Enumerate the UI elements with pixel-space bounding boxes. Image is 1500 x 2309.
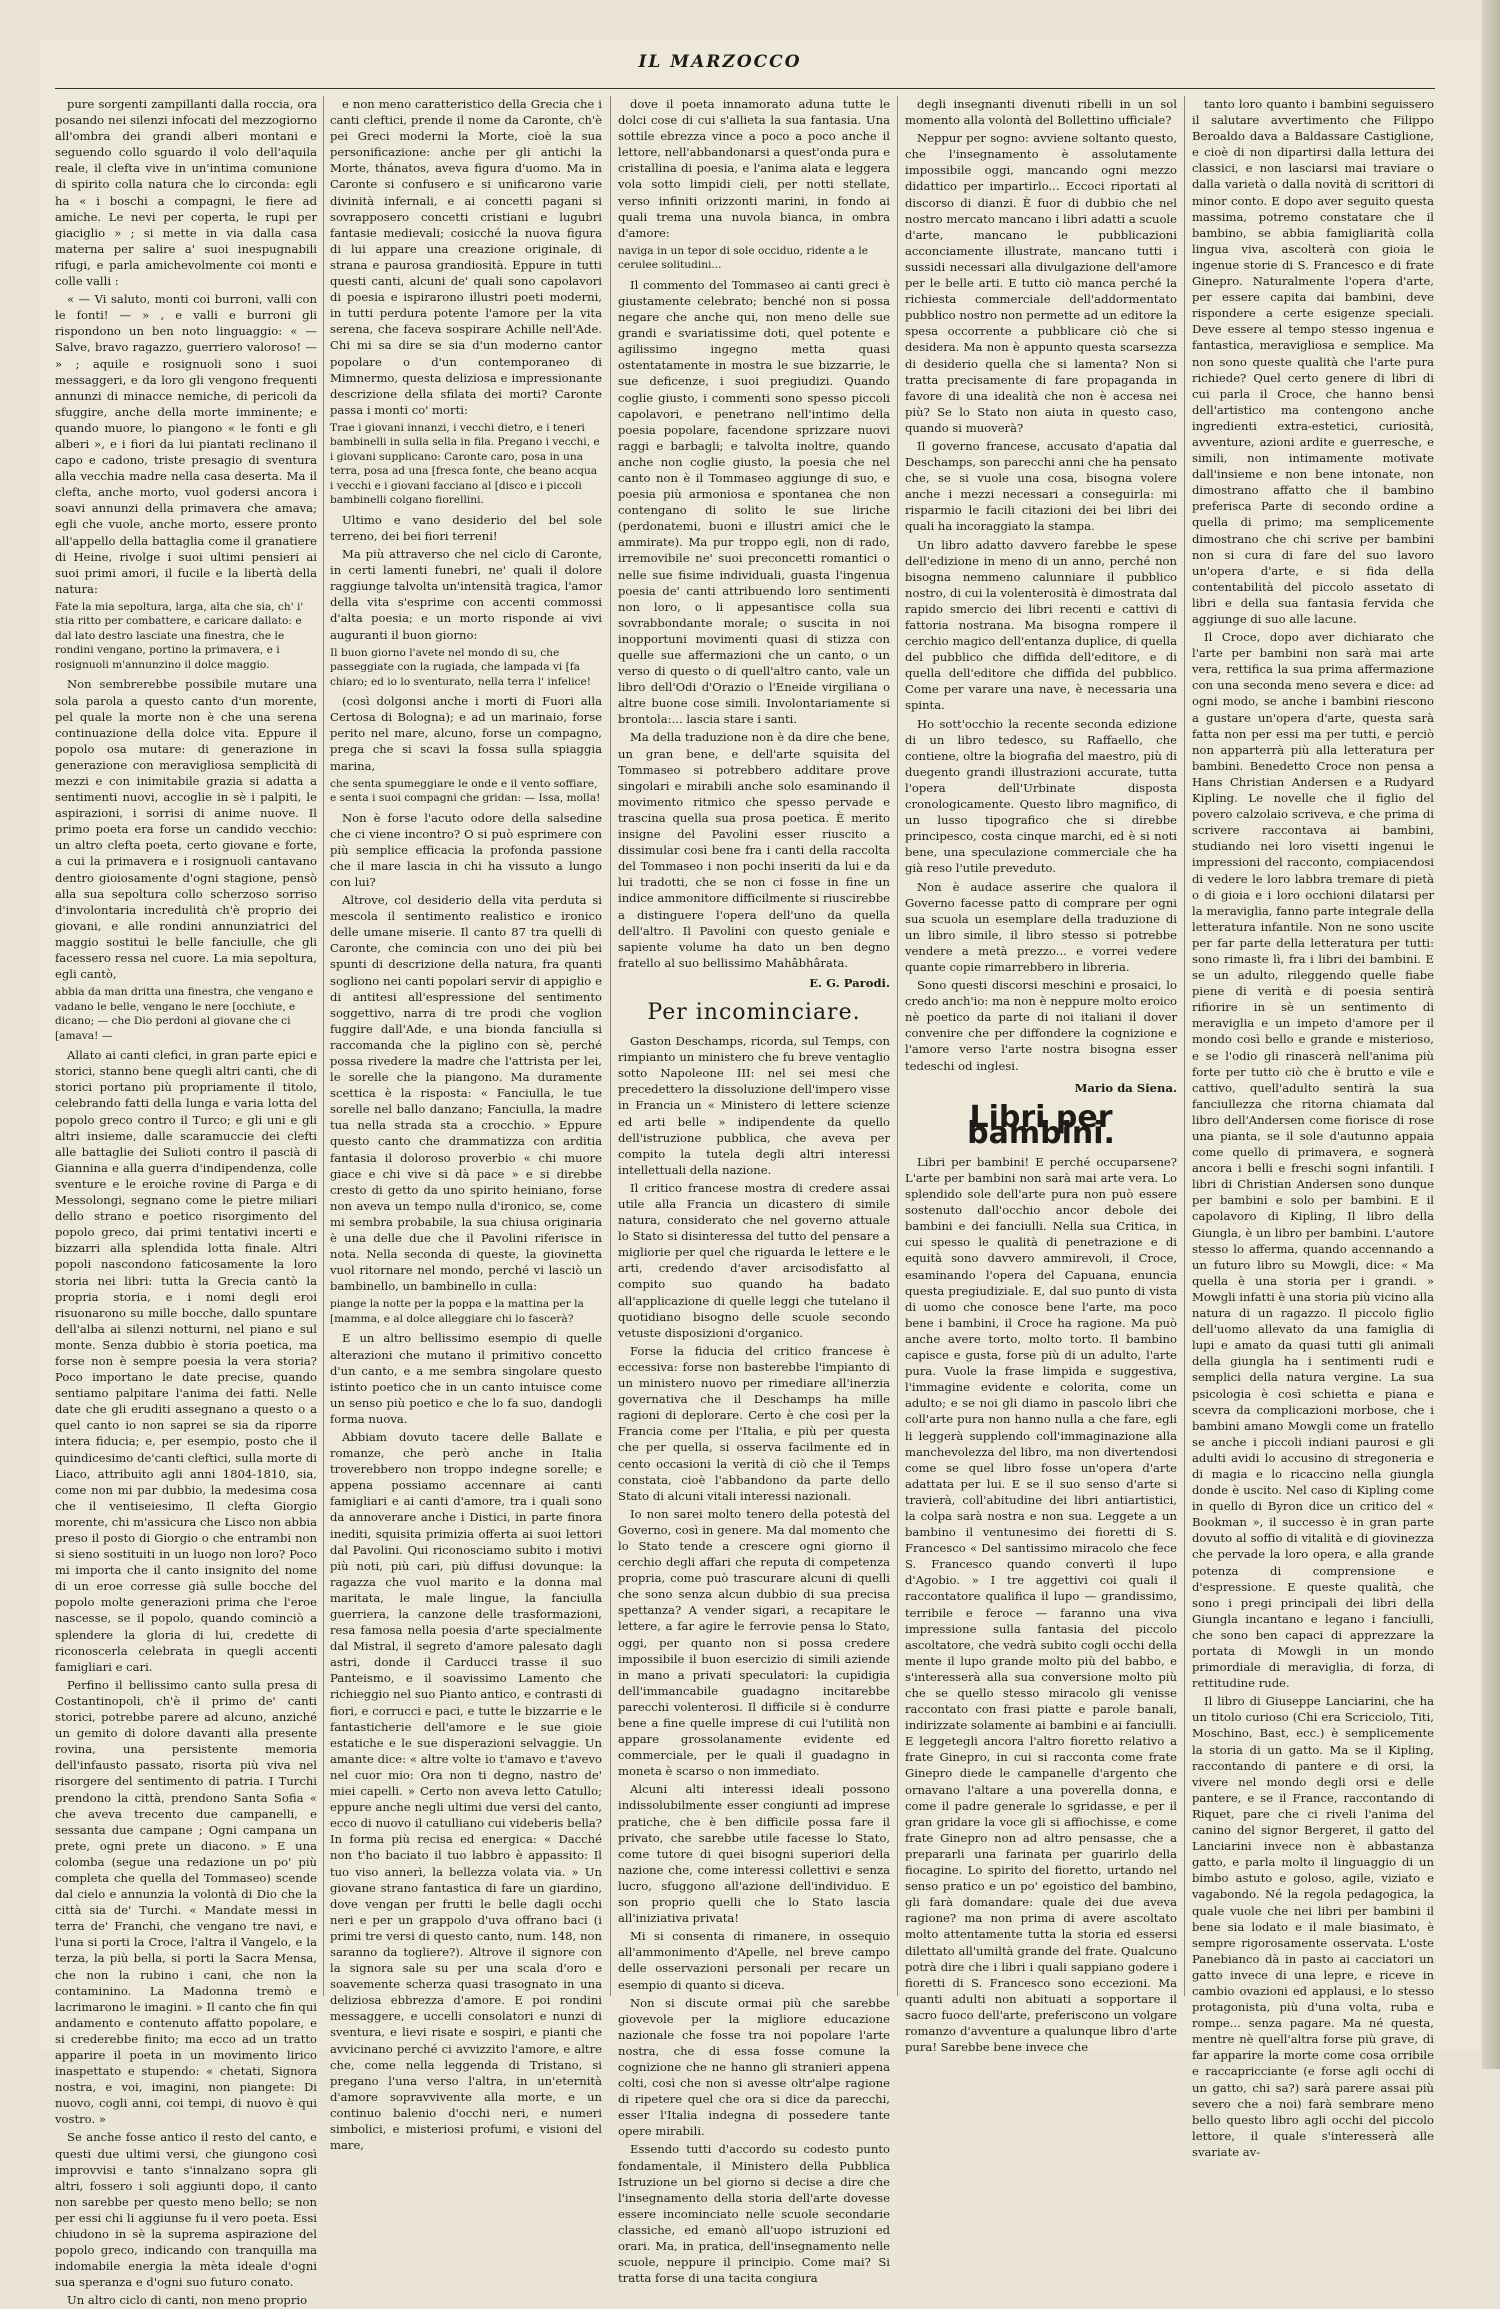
article-title: Per incominciare. (647, 999, 861, 1025)
header-rule (55, 88, 1435, 89)
paragraph: degli insegnanti divenuti ribelli in un sol momento alla volontà del Bollettino ufficiale? (905, 97, 1177, 128)
paragraph: Non è forse l'acuto odore della salsedine che ci viene incontro? O si può esprimere con più semplice efficacia la profonda passione che il mare lascia in chi ha vissuto a lungo con lui? (330, 810, 602, 889)
paragraph: (così dolgonsi anche i morti di Fuori alla Certosa di Bologna); e ad un marinaio, forse perito nel mare, alcuno, forse un compagno, prega che si scavi la fossa sulla spiaggia marina, (330, 694, 602, 773)
paragraph: Ma più attraverso che nel ciclo di Caronte, in certi lamenti funebri, ne' quali il dolore raggiunge talvolta un'intensità tragica, l'amor della vita s'esprime con accenti commossi d'alta poesia; e un morto risponde ai vivi auguranti il buon giorno: (330, 547, 602, 642)
paragraph: Ho sott'occhio la recente seconda edizione di un libro tedesco, su Raffaello, che contiene, oltre la biografia del maestro, più di duegento grandi illustrazioni accurate, tutta l'opera dell'Urbinate disposta cronologicamente. Questo libro magnifico, di un lusso tipografico che si direbbe principesco, costa cinque marchi, ed è si noti bene, una speculazione commerciale che ha già reso l'utile preveduto. (905, 716, 1177, 876)
paragraph: Un libro adatto davvero farebbe le spese dell'edizione in meno di un anno, perché non bisogna nemmeno calunniare il pubblico nostro, di cui la volenterosità è dimostrata dal rapido smercio dei libri recenti e cattivi di fattoria nostrana. Ma bisogna rompere il cerchio magico dell'entanza duplice, di quella del pubblico che diffida dell'editore, e di quella dell'editore che diffida del pubblico. Come per varare una nave, è necessaria una spinta. (905, 537, 1177, 713)
article-title: Libri per bambini. (967, 1099, 1115, 1151)
paragraph: Neppur per sogno: avviene soltanto questo, che l'insegnamento è assolutamente impossibile oggi, mancando ogni mezzo didattico per impartirlo... Eccoci riportati al discorso di dianzi. È fuor di dubbio che nel nostro mercato mancano i libri adatti a scuole d'arte, mancano le pubblicazioni acconciamente illustrate, mancano tutti i sussidi necessari alla divulgazione dell'amore per le belle arti. E tutto ciò manca perché la richiesta commerciale dell'addormentato pubblico nostro non permette ad un editore la spesa occorrente a pubblicare ciò che si desidera. Ma non è appunto questa scarsezza di desiderio quella che si lamenta? Non si tratta precisamente di fare propaganda in favore di una idealità che non è accesa nei più? Se lo Stato non aiuta in questo caso, quando si muoverà? (905, 131, 1177, 435)
paragraph: Allato ai canti clefici, in gran parte epici e storici, stanno bene quegli altri canti, che di storici portano più propriamente il titolo, celebrando fatti della lunga e varia lotta del popolo greco contro il Turco; e gli uni e gli altri insieme, dalle scaramuccie dei clefti alle battaglie dei Sulioti contro il pascià di Giannina e alla guerra d'indipendenza, colle sventure e le eroiche rovine di Parga e di Messolongi, segnano come le pietre miliari dello strano e poetico risorgimento del popolo greco, dai primi tentativi incerti e bizzarri alla splendida lotta finale. Altri popoli nascondono faticosamente la loro storia nei libri: tutta la Grecia cantò la propria storia, e i nomi degli eroi risuonarono su mille bocche, dallo spuntare dell'alba ai silenzi notturni, nel piano e sul monte. Senza dubbio è storia poetica, ma forse non è sempre poesia la vera storia? Poco importano le date precise, quando sentiamo palpitare l'anima dei fatti. Nelle date che gli eruditi assegnano a questo o a quel canto io non saprei se sia da riporre intera fiducia; e, per esempio, posto che il quindicesimo de'canti cleftici, sulla morte di Liaco, attribuito agli anni 1804-1810, sia, come non mi par dubbio, la medesima cosa che il ventiseiesimo, Il clefta Giorgio morente, chi m'assicura che Lisco non abbia preso il posto di Giorgio o che entrambi non si sieno sostituiti in un luogo non loro? Poco mi importa che il canto insignito del nome di un eroe corresse già sulle bocche del popolo molte generazioni prima che l'eroe nascesse, se il popolo, quando cominciò a splendere la gloria di lui, credette di riconoscerla celebrata in quegli accenti famigliari e cari. (55, 1048, 317, 1674)
paragraph: Libri per bambini! E perché occuparsene? L'arte per bambini non sarà mai arte vera. Lo splendido sole dell'arte pura non può essere sostenuto dall'occhio ancor debole dei bambini e dei fanciulli. Nella sua Critica, in cui spesso le qualità di penetrazione e di equità sono davvero ammirevoli, il Croce, esaminando l'opera del Capuana, enuncia questa pregiudiziale. E, dal suo punto di vista di uomo che conosce bene l'arte, ma poco bene i bambini, il Croce ha ragione. Ma può anche avere torto, molto torto. Il bambino capisce e gusta, forse più di un adulto, l'arte pura. Vuole la frase limpida e suggestiva, l'immagine evidente e colorita, come un adulto; e se noi gli diamo in pascolo libri che coll'arte pura non hanno nulla a che fare, egli li leggerà supplendo coll'immaginazione alla manchevolezza del libro, ma non divertendosi come se quel libro fosse un'opera d'arte adattata per lui. E se il suo senso d'arte si travierà, coll'abitudine dei libri antiartistici, la colpa sarà nostra e non sua. Leggete a un bambino il ventunesimo dei fioretti di S. Francesco « Del santissimo miracolo che fece S. Francesco quando convertì il lupo d'Agobio. » I tre aggettivi coi quali il raccontatore qualifica il lupo — grandissimo, terribile e feroce — faranno una viva impressione sulla fantasia del piccolo ascoltatore, che vedrà subito cogli occhi della mente il lupo grande molto più del babbo, e s'interesserà alla sua conversione molto più che se quello stesso miracolo gli venisse raccontato con frasi piatte e parole banali, indirizzate solamente ai bambini e ai fanciulli. E leggetegli ancora l'altro fioretto relativo a frate Ginepro, in cui si racconta come frate Ginepro diede le campanelle d'argento che ornavano l'altare a una poverella donna, e come il padre generale lo sgridasse, e per il gran gridare la voce gli si affiochisse, e come frate Ginepro non ad altro pensasse, che a prepararli una farinata per guarirlo della fiocagine. Lo spirito del fioretto, urtando nel senso pratico e un po' egoistico del bambino, gli farà domandare: quale dei due aveva ragione? ma non prima di avere ascoltato molto attentamente tutta la storia ed essersi dilettato all'umiltà grande del frate. Qualcuno potrà dire che i libri i quali sappiano godere i fioretti di S. Francesco sono eccezioni. Ma quanti adulti non abituati a sopportare il sacro fuoco dell'arte, preferiscono un volgare romanzo d'avventure a qualunque libro d'arte pura! Sarebbe bene invece che (905, 1154, 1177, 2055)
author-signature: Mario da Siena. (1074, 1080, 1177, 1095)
paragraph: Forse la fiducia del critico francese è eccessiva: forse non basterebbe l'impianto di un ministero nuovo per rimediare all'inerzia governativa che il Deschamps ha mille ragioni di deplorare. Certo è che così per la Francia come per l'Italia, e più per questa che per quella, si osserva facilmente ed in cento occasioni la verità di ciò che il Temps constata, cioè l'abbandono da parte dello Stato di alcuni vitali interessi nazionali. (618, 1343, 890, 1503)
paragraph: dove il poeta innamorato aduna tutte le dolci cose di cui s'allieta la sua fantasia. Una sottile ebrezza vince a poco a poco anche il lettore, nell'abbandonarsi a quest'onda pura e cristallina di poesia, e l'anima alata e leggera vola sotto limpidi cieli, per notti stellate, verso infiniti orizzonti marini, in fondo ai quali trema una nuvola bianca, in ombra d'amore: (618, 97, 890, 240)
paragraph: Ma della traduzione non è da dire che bene, un gran bene, e dell'arte squisita del Tommaseo si potrebbero additare prove singolari e mirabili anche solo esaminando il movimento ritmico che spesso pervade e trascina quella sua prosa poetica. È merito insigne del Pavolini esser riuscito a dissimular così bene fra i canti della raccolta del Tommaseo i non pochi inseriti da lui e da lui tradotti, che se non ci fosse in fine un indice ammonitore difficilmente si riuscirebbe a distinguere l'opera dell'uno da quella dell'altro. Il Pavolini con questo geniale e sapiente volume ha dato un ben degno fratello al suo bellissimo Mahâbhârata. (618, 730, 890, 970)
column-divider (323, 96, 324, 1996)
paragraph: Il libro di Giuseppe Lanciarini, che ha un titolo curioso (Chi era Scricciolo, Titi, Moschino, Bast, ecc.) è semplicemente la storia di un gatto. Ma se il Kipling, raccontando di pantere e di orsi, la vivere nel mondo degli orsi e delle pantere, e se il France, raccontando di Riquet, pare che ci riveli l'anima del canino del signor Bergeret, il gatto del Lanciarini invece non è abbastanza gatto, e parla molto il linguaggio di un bimbo astuto e goloso, agile, viziato e vagabondo. Né la regola pedagogica, la quale vuole che nei libri per bambini il bene sia lodato e il male biasimato, è sempre rigorosamente osservata. L'oste Panebianco dà in pasto ai cacciatori un gatto invece di una lepre, e riceve in cambio ovazioni ed applausi, e lo stesso protagonista, più d'una volta, ruba e rompe... senza pagare. Ma né questa, mentre nè quell'altra forse più grave, di far apparire la morte come cosa orribile e raccapricciante (e forse agli occhi di un gatto, chi sa?) sarà parere assai più severo che a noi) farà sembrare meno bello questo libro agli occhi del piccolo lettore, il quale s'interesserà alle svariate av- (1192, 1694, 1434, 2159)
paragraph: Alcuni alti interessi ideali possono indissolubilmente esser congiunti ad imprese pratiche, che è ben difficile possa fare il privato, che sarebbe utile facesse lo Stato, come tutore di quei bisogni superiori della nazione che, come interessi collettivi e senza lucro, sfuggono all'azione dell'individuo. E son proprio quelli che lo Stato lascia all'iniziativa privata! (618, 1782, 890, 1926)
paragraph: Sono questi discorsi meschini e prosaici, lo credo anch'io: ma non è neppure molto eroico nè poetico da parte di noi italiani il dover convenire che per diffondere la cognizione e l'amore verso l'arte nostra bisogna esser tedeschi od inglesi. (905, 978, 1177, 1073)
paragraph: E un altro bellissimo esempio di quelle alterazioni che mutano il primitivo concetto d'un canto, e a me sembra singolare questo istinto poetico che in un canto intuisce come un senso più poetico e che lo fa suo, dandogli forma nuova. (330, 1331, 602, 1426)
verse-quote: che senta spumeggiare le onde e il vento soffiare, e senta i suoi compagni che gridan: — Issa, molla! (330, 777, 601, 805)
paragraph: Il commento del Tommaseo ai canti greci è giustamente celebrato; benché non si possa negare che anche qui, non meno delle sue grandi e svariatissime doti, quel potente e agilissimo ingegno metta quasi ostentatamente in mostra le sue bizzarrie, le sue deficenze, i suoi pregiudizi. Quando coglie giusto, i commenti sono spesso piccoli capolavori, e penetrano nell'intimo della poesia popolare, facendone sprizzare nuovi raggi e barbagli; e talvolta inoltre, quando anche non coglie giusto, la poesia che nel canto non è il Tommaseo aggiunge di suo, e poesia più armoniosa e spontanea che non contengano di solito le sue liriche (perdonatemi, buoni e illustri amici che le ammirate). Ma pur troppo egli, non di rado, irremovibile ne' suoi preconcetti romantici o nelle sue fisime individuali, guasta l'ingenua poesia de' canti attribuendo loro sentimenti non loro, o li appesantisce colla sua sovrabbondante morale; o suscita in noi inopportuni movimenti quasi di stizza con quelle sue affermazioni che un canto, o un verso di questo o di quell'altro canto, vale un libro dell'Odi d'Orazio o l'Eneide virgiliana o altre buone cose simili. Involontariamente si brontola:... lascia stare i santi. (618, 277, 890, 727)
paragraph: tanto loro quanto i bambini seguissero il salutare avvertimento che Filippo Beroaldo dava a Baldassare Castiglione, e cioè di non dipartirsi dalla lettura dei classici, e non lasciarsi mai traviare o dalla varietà o dalla novità di scrittori di minor conto. E dopo aver seguito questa massima, potremo constatare che il bambino, se abbia famigliarità colla lingua viva, ascolterà con gioia le ingenue storie di S. Francesco e di frate Ginepro. Naturalmente l'opera d'arte, per essere capita dai bambini, deve rispondere a certe esigenze speciali. Deve essere al tempo stesso ingenua e fantastica, meravigliosa e semplice. Ma non sono queste qualità che l'arte pura richiede? Quel certo genere di libri di cui parla il Croce, che hanno bensì dell'artistico ma contengono anche ingredienti extra-estetici, curiosità, avventure, azioni ardite e guerresche, e simili, non intimamente motivate dall'insieme e non bene intonate, non dimostrano affatto che il bambino preferisca Parte di secondo ordine a quella di primo; ma semplicemente dimostrano che chi scrive per bambini non si cura di fare del suo lavoro un'opera d'arte, e si fida della contentabilità del piccolo assetato di libri e della sua fantasia fervida che aggiunge di suo alle lacune. (1192, 97, 1434, 626)
paragraph: Ultimo e vano desiderio del bel sole terreno, dei bei fiori terreni! (330, 512, 602, 543)
paragraph: pure sorgenti zampillanti dalla roccia, ora posando nei silenzi infocati del mezzogiorno all'ombra dei grandi alberi montani e seguendo collo sguardo il volo dell'aquila reale, il clefta vive in un'intima comunione di spirito colla natura che lo circonda: egli ha « i boschi a compagni, le fiere ad amiche. Le nevi per coperta, le rupi per giaciglio » ; si mette in via dalla casa materna per salire a' suoi inespugnabili rifugi, e parla amichevolmente coi monti e colle valli : (55, 97, 317, 289)
verse-quote: abbia da man dritta una finestra, che vengano e vadano le belle, vengano le nere [occhiute, e dicano; — che Dio perdoni al giovane che ci [amava! — (55, 986, 314, 1042)
paragraph: Se anche fosse antico il resto del canto, e questi due ultimi versi, che giungono così improvvisi e tanto s'innalzano sopra gli altri, fossero i soli aggiunti dopo, il canto non sarebbe per questo meno bello; se non per essi chi li aggiunse fu il vero poeta. Essi chiudono in sè la suprema aspirazione del popolo greco, indicando con tranquilla ma indomabile energia la mèta ideale d'ogni sua speranza e d'ogni suo futuro conato. (55, 2130, 317, 2290)
paragraph: Non è audace asserire che qualora il Governo facesse patto di comprare per ogni sua scuola un esemplare della traduzione di un libro simile, il libro stesso si potrebbe vendere a metà prezzo... e vorrei vedere quante copie rimarrebbero in libreria. (905, 879, 1177, 974)
paragraph: Abbiam dovuto tacere delle Ballate e romanze, che però anche in Italia troverebbero non troppo indegne sorelle; e appena possiamo accennare ai canti famigliari e ai canti d'amore, tra i quali sono da annoverare anche i Distici, in parte finora inediti, squisita primizia offerta ai suoi lettori dal Pavolini. Qui riconosciamo subito i motivi più noti, più cari, più diffusi dovunque: la ragazza che vuol marito e la donna mal maritata, le male lingue, la fanciulla guerriera, la canzone delle trasformazioni, resa famosa nella poesia d'arte specialmente dal Mistral, il segreto d'amore palesato dagli astri, donde il Carducci trasse il suo Panteismo, e il soavissimo Lamento che richieggio nel suo Pianto antico, e contrasti di fiori, e corrucci e paci, e tutte le bizzarrie e le fantasticherie dell'amore e le sue gioie estatiche e le sue disperazioni selvaggie. Un amante dice: « altre volte io t'amavo e t'avevo nel cuor mio: Ora non ti degno, nastro de' miei capelli. » Certo non aveva letto Catullo; eppure anche negli ultimi due versi del canto, ecco di nuovo il catulliano cui videberis bella? In forma più recisa ed energica: « Dacché non t'ho baciato il tuo labbro è appassito: Il tuo viso annerì, la bellezza volata via. » Un giovane strano fantastica di fare un giardino, dove vengan per frutti le belle dagli occhi neri e per un grappolo d'uva offrano baci (i primi tre versi di questo canto, num. 148, non saranno da togliere?). Altrove il signore con la signora sale su per una scala d'oro e soavemente scherza quasi trasognato in una deliziosa ebbrezza d'amore. E poi rondini messaggere, e uccelli consolatori e nunzi di sventura, e lievi risate e sospiri, e pianti che avvicinano perché ci avvizzito l'amore, e altre che, come nella leggenda di Tristano, si pregano l'una verso l'altra, in un'eternità d'amore sopravvivente alla morte, e un continuo balenio d'occhi neri, e numeri simbolici, e misteriosi profumi, e visioni del mare, (330, 1429, 602, 2153)
verse-quote: piange la notte per la poppa e la mattina per la [mamma, e al dolce alleggiare chi lo fascerà? (330, 1298, 584, 1325)
paragraph: Il Croce, dopo aver dichiarato che l'arte per bambini non sarà mai arte vera, rettifica la sua prima affermazione con una seconda meno severa e dice: ad ogni modo, se anche i bambini riescono a gustare un'opera d'arte, questa sarà fatta non per essi ma per tutti, e perciò non apparterrà più alla letteratura per bambini. Benedetto Croce non pensa a Hans Christian Andersen e a Rudyard Kipling. Le novelle che il figlio del povero calzolaio scriveva, e che prima di scrivere raccontava ai bambini, studiando nei loro visetti ingenui le impressioni del racconto, compiacendosi di vedere le loro labbra tremare di pietà o di gioia e i loro occhioni dilatarsi per la meraviglia, fanno parte integrale della letteratura infantile. Non ne sono uscite per far parte della letteratura per tutti: sono rimaste lì, fra i libri dei bambini. E se un adulto, rileggendo quelle fiabe piene di verità e di poesia sentirà rifiorire in sè un sentimento di meraviglia e un impeto d'amore per il mondo così bello e grande e misterioso, e se l'odio gli rinascerà nell'anima più forte per tutto ciò che è brutto e vile e cattivo, quell'adulto sentirà la sua fanciullezza che ritorna chiamata dal libro dell'Andersen come fioriscе di rose una pianta, se il sole d'autunno appaia come quello di primavera, e sognerà ancora i belli e freschi sogni infantili. I libri di Christian Andersen sono dunque per bambini e solo per bambini. E il capolavoro di Kipling, Il libro della Giungla, è un libro per bambini. L'autore stesso lo afferma, quando accennando a un futuro libro su Mowgli, dice: « Ma quella è una storia per i grandi. » Mowgli infatti è una storia più vicino alla natura di un ragazzo. Il piccolo figlio dell'uomo allevato da una famiglia di lupi e amato da quasi tutti gli animali della giungla ha i sentimenti rudi e semplici della natura vergine. La sua psicologia è così schietta e piana e scevra da complicazioni morbose, che i bambini amano Mowgli come un fratello se anche i piccoli indiani paurosi e gli adulti avidi lo accusino di stregoneria e di magia e lo ricaccino nella giungla donde è uscito. Nel caso di Kipling come in quello di Byron dice un critico del « Bookman », il successo è in gran parte dovuto al soffio di vitalità e di giovinezza che pervade la loro opera, e alla grande potenza di comprensione e d'espressione. E queste qualità, che sono i pregi principali dei libri della Giungla incantano e legano i fanciulli, che sono ben capaci di apprezzare la portata di Mowgli in un mondo primordiale di meraviglia, di forza, di rettitudine rude. (1192, 630, 1435, 1691)
paragraph: Non si discute ormai più che sarebbe giovevole per la migliore educazione nazionale che fosse tra noi popolare l'arte nostra, che di essa fosse comune la cognizione che ne hanno gli stranieri appena colti, così che non si avesse oltr'alpe ragione di ripetere quel che ora si dice da parecchi, esser l'Italia indegna di possedere tante opere mirabili. (618, 1995, 890, 2139)
paragraph: Il governo francese, accusato d'apatia dal Deschamps, son parecchi anni che ha pensato che, se si vuole una cosa, bisogna volere anche i mezzi necessari a conseguirla: mi risparmio le facili citazioni dei bei libri dei quali ha incoraggiato la stampa. (905, 438, 1177, 534)
paragraph: Essendo tutti d'accordo su codesto punto fondamentale, il Ministero della Pubblica Istruzione un bel giorno si decise a dire che l'insegnamento della storia dell'arte dovesse essere incominciato nelle scuole secondarie classiche, ed emanò all'uopo istruzioni ed orari. Ma, in pratica, dell'insegnamento nelle scuole, neppure il principio. Come mai? Si tratta forse di una tacita congiura (618, 2142, 890, 2286)
paragraph: Mi si consenta di rimanere, in ossequio all'ammonimento d'Apelle, nel breve campo delle osservazioni personali per recare un esempio di quanto si diceva. (618, 1929, 890, 1992)
column-divider (897, 96, 898, 1996)
column-4 (905, 96, 1177, 2055)
paragraph: Il critico francese mostra di credere assai utile alla Francia un dicastero di simile natura, considerato che nel governo attuale lo Stato si disinteressa del tutto del pensare a migliorie per quel che riguarda le lettere e le arti, credendo d'aver arcisodisfatto al compito suo quando ha badato all'applicazione di quelle leggi che tutelano il quotidiano bisogno delle scuole secondo vetuste disposizioni d'organico. (618, 1180, 890, 1340)
column-2 (330, 96, 602, 2153)
paragraph: e non meno caratteristico della Grecia che i canti cleftici, prende il nome da Caronte, ch'è pei Greci moderni la Morte, cioè la sua personificazione: anche per gli antichi la Morte, thánatos, aveva figura d'uomo. Ma in Caronte si confusero e si unificarono varie divinità infernali, e ai concetti pagani si sovrapposero concetti cristiani e lugubri fantasie medievali; cosicché la nuova figura di lui appare una creazione originale, di strana e paurosa grandiosità. Eppure in tutti questi canti, alcuni de' quali sono capolavori di poesia e ispirarono illustri poeti moderni, in tutti perdura potente l'amore per la vita serena, che faceva sospirare Achille nell'Ade. Chi mi sa dire se sia d'un moderno cantor popolare o d'un contemporaneo di Mimnermo, questa deliziosa e impressionante descrizione della sfilata dei morti? Caronte passa i monti co' morti: (330, 97, 602, 417)
paragraph: Io non sarei molto tenero della potestà del Governo, così in genere. Ma dal momento che lo Stato tende a crescere ogni giorno il cerchio degli affari che reputa di competenza propria, come può trascurare alcuni di quelli che sono senza alcun dubbio di sua precisa spettanza? A vender sigari, a recapitare le lettere, a far agire le ferrovie pensa lo Stato, oggi, per quanto non si possa credere impossibile il buon esercizio di simili aziende in mano a privati speculatori: la cupidigia dell'immancabile guadagno incitarebbe parecchi volenterosi. Il difficile si è condurre bene a fine quelle imprese di cui l'utilità non appare grossolanamente evidente ed commerciale, per le quali il guadagno in moneta è scarso o non immediato. (618, 1506, 890, 1779)
column-divider (610, 96, 611, 1996)
paragraph: Un altro ciclo di canti, non meno proprio (67, 2293, 308, 2308)
author-signature: E. G. Parodi. (809, 975, 890, 990)
paragraph: « — Vi saluto, monti coi burroni, valli con le fonti! — » , e valli e burroni gli rispondono un ben noto linguaggio: « — Salve, bravo ragazzo, guerriero valoroso! — » ; aquile e rosignuoli sono i suoi messaggeri, e da loro gli vengono frequenti annunzi di minacce nemiche, di pericoli da sfuggire, anche della morte imminente; e quando muore, lo piangono « le fonti e gli alberi », e i fiori da lui piantati reclinano il capo e cadono, triste presagio di sventura alla vecchia madre nella casa deserta. Ma il clefta, anche morto, vuol godersi ancora i soavi annunzi della primavera che amava; egli che vuole, anche morto, essere pronto all'appello della battaglia come il granatiere di Heine, rivolge i suoi ultimi pensieri ai suoi primi amori, il fucile e la libertà della natura: (55, 292, 317, 596)
verse-quote: Trae i giovani innanzi, i vecchi dietro, e i teneri bambinelli in sulla sella in fila. Pregano i vecchi, e i giovani supplicano: Caronte caro, posa in una terra, posa ad una [fresca fonte, che beano acqua i vecchi e i giovani facciano al [disco e i piccoli bambinelli colgano fiorellini. (330, 421, 600, 507)
column-5 (1192, 96, 1435, 2159)
column-3 (618, 96, 890, 2286)
page-edge (1482, 0, 1500, 2069)
verse-quote: naviga in un tepor di sole occiduo, ridente a le cerulee solitudini... (618, 244, 868, 272)
verse-quote: Il buon giorno l'avete nel mondo di su, che passeggiate con la rugiada, che lampada vi [fa chiaro; ed io lo sventurato, nella terra l' infelice! (330, 646, 592, 688)
verse-quote: Fate la mia sepoltura, larga, alta che sia, ch' i' stia ritto per combattere, e caricare dallato: e dal lato destro lasciate una finestra, che le rondini vengano, portino la primavera, e i rosignuoli m'annunzino il dolce maggio. (55, 600, 304, 671)
paragraph: Perfino il bellissimo canto sulla presa di Costantinopoli, ch'è il primo de' canti storici, potrebbe parere ad alcuno, anziché un gemito di dolore davanti alla presente rovina, una persistente memoria dell'infausto passato, risorta più viva nel risorgere del sentimento di patria. I Turchi prendono la città, prendono Santa Sofia « che aveva trecento due campanelli, e sessanta due campane ; Ogni campana un prete, ogni prete un diacono. » E una colomba (segue una redazione un po' più completa che quella del Tommaseo) scende dal cielo e annunzia la volontà di Dio che la città sia de' Turchi. « Mandate messi in terra de' Franchi, che vengano tre navi, e l'una si porti la Croce, l'altra il Vangelo, e la terza, la più bella, si porti la Sacra Mensa, che non la rubino i cani, che non la contaminino. La Madonna tremò e lacrimarono le imagini. » Il canto che fin qui andamento e contenuto affatto popolare, e si crederebbe finito; ma ecco ad un tratto apparire il poeta in un movimento lirico inaspettato e stupendo: « chetati, Signora nostra, e voi, imagini, non piangete: Di nuovo, cogli anni, coi tempi, di nuovo è qui vostro. » (55, 1677, 317, 2127)
paragraph: Gaston Deschamps, ricorda, sul Temps, con rimpianto un ministero che fu breve ventaglio sotto Napoleone III: nel sei mesi che precedettero la dissoluzione dell'impero visse in Francia un « Ministero di lettere scienze ed arti belle » indipendente da quello dell'istruzione pubblica, che aveva per compito la tutela degli altri interessi intellettuali della nazione. (618, 1034, 890, 1177)
column-divider (1184, 96, 1185, 1996)
column-1 (55, 96, 317, 2308)
masthead: IL MARZOCCO (638, 52, 802, 72)
paragraph: Non sembrerebbe possibile mutare una sola parola a questo canto d'un morente, pel quale la morte non è che una serena continuazione della dolce vita. Eppure il popolo osa mutare: di generazione in generazione con meravigliosa semplicità di mezzi e con inimitabile grazia si adatta a sentimenti nuovi, accoglie in sè i palpiti, le aspirazioni, i sorrisi di anime nuove. Il primo poeta era forse un candido vecchio: un altro clefta poeta, certo giovane e forte, a cui la primavera e i rosignuoli cantavano dentro gioiosamente d'ogni stagione, pensò alla sua sepoltura collo scherzoso sorriso d'involontaria incredulità ch'è proprio dei giovani, e alle rondini annunziatrici del maggio sostituì le belle fanciulle, che gli facessero ressa nel cuore. La mia sepoltura, egli cantò, (55, 677, 317, 982)
paragraph: Altrove, col desiderio della vita perduta si mescola il sentimento realistico e ironico delle umane miserie. Il canto 87 tra quelli di Caronte, che comincia con uno dei più bei spunti di descrizione della natura, fra quanti sogliono nei canti popolari servir di appiglio e di antitesi all'espressione del sentimento soggettivo, narra di tre prodi che voglion fuggire dall'Ade, e una bionda fanciulla si raccomanda che la piglino con sè, perché possa rivedere la madre che l'attrista per lei, le sorelle che la piangono. Ma duramente scettica è la risposta: « Fanciulla, le tue sorelle nel ballo danzano; Fanciulla, la madre tua nella strada sta a crocchio. » Eppure questo canto che drammatizza con arditia fantasia il doloroso proverbio « chi muore giace e chi vive si dà pace » e si direbbe cresto di getto da uno spirito heiniano, forse non aveva un tempo nulla d'ironico, se, come mi sembra probabile, la sua chiusa originaria è una delle due che il Pavolini riferisce in nota. Nella seconda di queste, la giovinetta vuol ritornare nel mondo, perché vi lasciò un bambinello, un bambinello in culla: (330, 893, 602, 1294)
